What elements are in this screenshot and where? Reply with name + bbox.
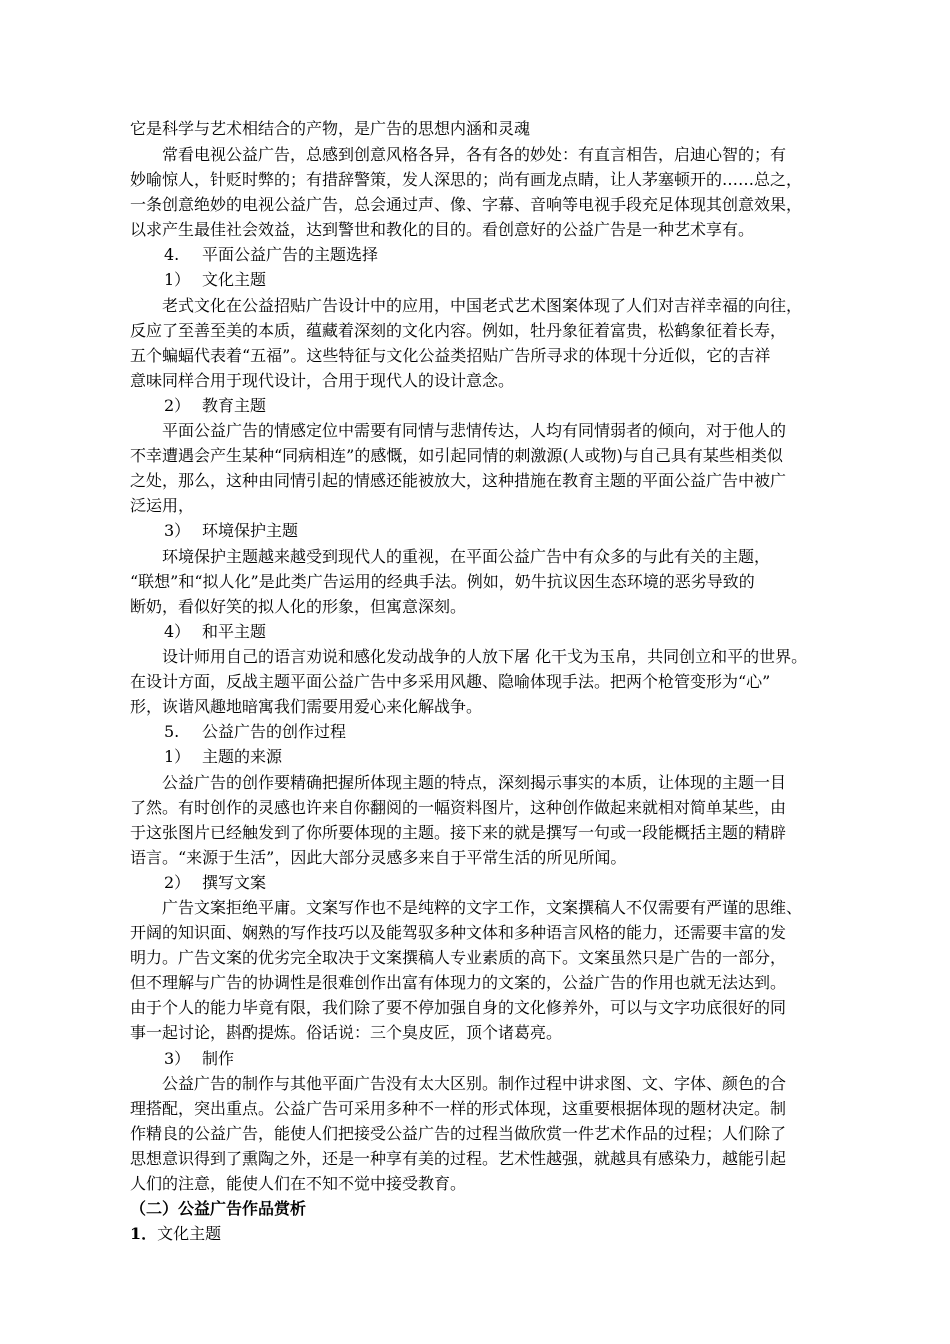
- paragraph-line: 它是科学与艺术相结合的产物，是广告的思想内涵和灵魂: [130, 119, 531, 138]
- subsection-number: 2）: [164, 396, 191, 415]
- section-heading: [130, 720, 869, 744]
- paragraph-line: 公益广告的制作与其他平面广告没有太大区别。制作过程中讲求图、文、字体、颜色的合: [162, 1074, 787, 1093]
- paragraph-line: 形，诙谐风趣地暗寓我们需要用爱心来化解战争。: [130, 697, 483, 716]
- subsection-number: 3）: [164, 1049, 191, 1068]
- paragraph-line: 设计师用自己的语言劝说和感化发动战争的人放下屠 化干戈为玉帛，共同创立和平的世界。: [162, 647, 808, 666]
- section-heading: [130, 243, 869, 267]
- paragraph-line: 广告文案拒绝平庸。文案写作也不是纯粹的文字工作，文案撰稿人不仅需要有严谨的思维、: [162, 898, 803, 917]
- subsection-title: 环境保护主题: [202, 521, 299, 540]
- paragraph-line: 但不理解与广告的协调性是很难创作出富有体现力的文案的，公益广告的作用也就无法达到。: [130, 973, 787, 992]
- paragraph-line: 意味同样合用于现代设计，合用于现代人的设计意念。: [130, 371, 515, 390]
- subsection-heading: [130, 1047, 869, 1071]
- paragraph-line: 思想意识得到了熏陶之外，还是一种享有美的过程。艺术性越强，就越具有感染力，越能引起: [130, 1149, 787, 1168]
- paragraph-line: 人们的注意，能使人们在不知不觉中接受教育。: [130, 1174, 467, 1193]
- subsection-title: 主题的来源: [202, 747, 283, 766]
- section-number: 4.: [164, 245, 180, 264]
- subsection-heading: [130, 268, 869, 292]
- paragraph-line: 在设计方面，反战主题平面公益广告中多采用风趣、隐喻体现手法。把两个枪管变形为“心”: [130, 672, 771, 691]
- paragraph-line: 不幸遭遇会产生某种“同病相连”的感慨，如引起同情的刺激源(人或物)与自己具有某些相类似: [130, 446, 783, 465]
- paragraph-line: 由于个人的能力毕竟有限，我们除了要不停加强自身的文化修养外，可以与文字功底很好的同: [130, 998, 787, 1017]
- subsection-heading: [130, 620, 869, 644]
- subsection-heading: [130, 394, 869, 418]
- paragraph-line: 事一起讨论，斟酌提炼。俗话说：三个臭皮匠，顶个诸葛亮。: [130, 1023, 563, 1042]
- paragraph-line: 妙喻惊人，针贬时弊的；有措辞警策，发人深思的；尚有画龙点睛，让人茅塞顿开的……总之，: [130, 170, 803, 189]
- paragraph-line: 了然。有时创作的灵感也许来自你翻阅的一幅资料图片，这种创作做起来就相对简单某些，由: [130, 798, 787, 817]
- paragraph-line: 明力。广告文案的优劣完全取决于文案撰稿人专业素质的高下。文案虽然只是广告的一部分，: [130, 948, 787, 967]
- subsection-number: 3）: [164, 521, 191, 540]
- paragraph-line: 于这张图片已经触发到了你所要体现的主题。接下来的就是撰写一句或一段能概括主题的精辟: [130, 823, 787, 842]
- subsection-number: 4）: [164, 622, 191, 641]
- paragraph-line: 一条创意绝妙的电视公益广告，总会通过声、像、字幕、音响等电视手段充足体现其创意效果，: [130, 195, 803, 214]
- paragraph-line: 之处，那么，这种由同情引起的情感还能被放大，这种措施在教育主题的平面公益广告中被广: [130, 471, 787, 490]
- paragraph-line: 开阔的知识面、娴熟的写作技巧以及能驾驭多种文体和多种语言风格的能力，还需要丰富的发: [130, 923, 787, 942]
- subsection-number: 2）: [164, 873, 191, 892]
- paragraph-line: 常看电视公益广告，总感到创意风格各异，各有各的妙处：有直言相告，启迪心智的；有: [162, 145, 787, 164]
- paragraph-line: 五个蝙蝠代表着“五福”。这些特征与文化公益类招贴广告所寻求的体现十分近似，它的吉祥: [130, 346, 771, 365]
- subsection-number: 1）: [164, 270, 191, 289]
- subsection-title: 和平主题: [202, 622, 267, 641]
- paragraph-line: 公益广告的创作要精确把握所体现主题的特点，深刻揭示事实的本质，让体现的主题一目: [162, 773, 787, 792]
- paragraph-line: 泛运用，: [130, 496, 195, 515]
- paragraph-line: “联想”和“拟人化”是此类广告运用的经典手法。例如，奶牛抗议因生态环境的恶劣导致的: [130, 572, 755, 591]
- paragraph-line: 平面公益广告的情感定位中需要有同情与悲情传达，人均有同情弱者的倾向，对于他人的: [162, 421, 787, 440]
- paragraph-line: 断奶，看似好笑的拟人化的形象，但寓意深刻。: [130, 597, 467, 616]
- chapter-subheading: [130, 1222, 835, 1246]
- subsection-heading: [130, 871, 869, 895]
- chapter-subheading-title: 文化主题: [157, 1224, 222, 1243]
- subsection-heading: [130, 745, 869, 769]
- subsection-title: 文化主题: [202, 270, 267, 289]
- paragraph-line: 老式文化在公益招贴广告设计中的应用，中国老式艺术图案体现了人们对吉祥幸福的向往，: [162, 296, 803, 315]
- paragraph-line: 以求产生最佳社会效益，达到警世和教化的目的。看创意好的公益广告是一种艺术享有。: [130, 220, 755, 239]
- section-title: 公益广告的创作过程: [202, 722, 347, 741]
- subsection-title: 制作: [202, 1049, 235, 1068]
- paragraph-line: 理搭配，突出重点。公益广告可采用多种不一样的形式体现，这重要根据体现的题材决定。制: [130, 1099, 787, 1118]
- paragraph-line: 语言。“来源于生活”，因此大部分灵感多来自于平常生活的所见所闻。: [130, 848, 627, 867]
- section-number: 5.: [164, 722, 180, 741]
- paragraph-line: 环境保护主题越来越受到现代人的重视，在平面公益广告中有众多的与此有关的主题，: [162, 547, 771, 566]
- paragraph-line: 反应了至善至美的本质，蕴藏着深刻的文化内容。例如，牡丹象征着富贵，松鹤象征着长寿，: [130, 321, 787, 340]
- subsection-number: 1）: [164, 747, 191, 766]
- subsection-heading: [130, 519, 869, 543]
- subsection-title: 教育主题: [202, 396, 267, 415]
- section-title: 平面公益广告的主题选择: [202, 245, 379, 264]
- chapter-heading: （二）公益广告作品赏析: [130, 1199, 307, 1218]
- paragraph-line: 作精良的公益广告，能使人们把接受公益广告的过程当做欣赏一件艺术作品的过程；人们除了: [130, 1124, 787, 1143]
- chapter-subheading-number: 1．: [130, 1224, 158, 1243]
- subsection-title: 撰写文案: [202, 873, 267, 892]
